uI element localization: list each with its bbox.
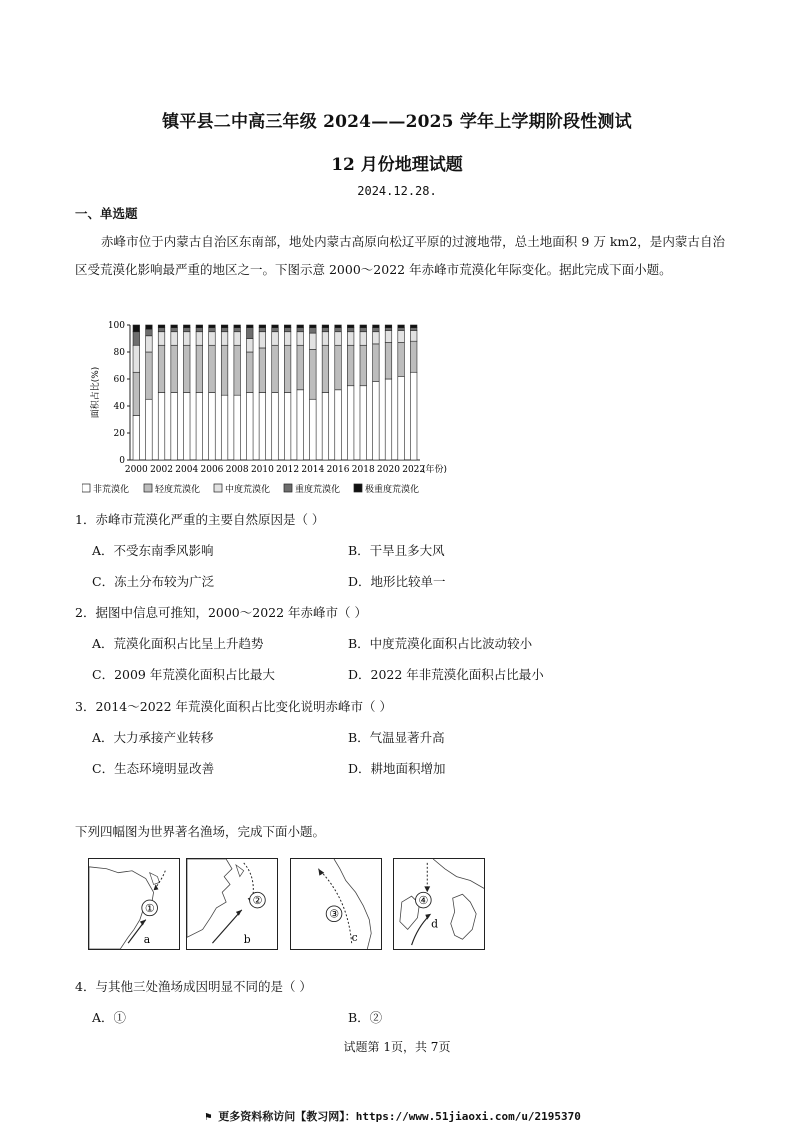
bar-segment [385, 328, 392, 331]
bar-segment [322, 345, 329, 392]
bar-segment [196, 393, 203, 461]
bar-segment [183, 393, 190, 461]
legend-label: 中度荒漠化 [225, 485, 271, 495]
legend-swatch [82, 484, 90, 492]
bar-segment [284, 345, 291, 392]
bar-segment [133, 345, 140, 372]
bar-segment [158, 325, 165, 328]
x-tick-label: 2022 [402, 465, 426, 475]
q4-option-a[interactable]: A．① [92, 1010, 127, 1025]
bar-segment [234, 328, 241, 332]
question-2-stem: 2．据图中信息可推知，2000～2022 年赤峰市（ ） [75, 605, 368, 620]
bar-segment [347, 328, 354, 332]
bar-segment [171, 332, 178, 346]
x-tick-label: 2020 [377, 465, 400, 475]
bar-segment [335, 345, 342, 390]
map-1-number: ① [144, 901, 155, 915]
bar-segment [373, 328, 380, 332]
fishery-map-2 [186, 858, 278, 950]
bar-segment [398, 376, 405, 460]
bar-segment [209, 328, 216, 332]
bar-segment [335, 332, 342, 346]
bar-segment [183, 328, 190, 332]
bar-segment [385, 379, 392, 460]
bar-segment [297, 325, 304, 328]
x-tick-label: 2012 [276, 465, 300, 475]
bar-segment [335, 328, 342, 332]
intro-paragraph-1: 赤峰市位于内蒙古自治区东南部，地处内蒙古高原向松辽平原的过渡地带，总土地面积 9 万 km2，是内蒙古自治区受荒漠化影响最严重的地区之一。下图示意 2000～2022 年赤峰市荒漠化年际变化。据此完成下面小题。 [75, 234, 725, 277]
bar-segment [234, 332, 241, 346]
bar-segment [347, 332, 354, 346]
flag-icon: ⚑ [205, 1110, 219, 1123]
bar-segment [259, 348, 266, 393]
map-4-number: ④ [418, 894, 429, 907]
bar-segment [385, 325, 392, 328]
bar-segment [196, 332, 203, 346]
bar-segment [146, 329, 153, 336]
x-tick-label: 2002 [150, 465, 173, 475]
q1-option-a[interactable]: A．不受东南季风影响 [92, 543, 214, 558]
resource-banner[interactable] [205, 1108, 581, 1124]
bar-segment [272, 328, 279, 332]
bar-segment [398, 325, 405, 328]
bar-segment [385, 330, 392, 342]
fishery-map-4 [393, 858, 485, 950]
legend-swatch [354, 484, 362, 492]
bar-segment [247, 328, 254, 339]
bar-segment [158, 393, 165, 461]
y-tick-label: 0 [119, 456, 125, 466]
fishery-map-3 [290, 858, 382, 950]
chart-plot-area [82, 321, 447, 495]
bar-segment [183, 325, 190, 328]
map-2-number: ② [252, 894, 263, 907]
bar-segment [259, 325, 266, 328]
bar-segment [259, 332, 266, 348]
x-axis-unit: (年份) [422, 465, 448, 475]
bar-segment [133, 325, 140, 332]
bar-segment [284, 328, 291, 332]
bar-segment [247, 325, 254, 328]
bar-segment [247, 393, 254, 461]
q1-option-d[interactable]: D．地形比较单一 [348, 574, 446, 589]
y-tick-label: 20 [113, 429, 125, 439]
bar-segment [221, 395, 228, 460]
bar-segment [171, 328, 178, 332]
bar-segment [247, 339, 254, 353]
bar-segment [373, 325, 380, 328]
legend-swatch [144, 484, 152, 492]
bar-segment [171, 325, 178, 328]
bar-segment [158, 332, 165, 346]
banner-text: 更多资料称访问【教习网】：https://www.51jiaoxi.com/u/2195370 [218, 1110, 581, 1123]
bar-segment [297, 390, 304, 460]
map-4-current: d [431, 917, 439, 931]
bar-segment [360, 325, 367, 328]
bar-segment [146, 399, 153, 460]
legend-swatch [214, 484, 222, 492]
bar-segment [310, 325, 317, 328]
q2-option-b[interactable]: B．中度荒漠化面积占比波动较小 [348, 636, 533, 651]
bar-segment [221, 325, 228, 328]
question-4-stem: 4．与其他三处渔场成因明显不同的是（ ） [75, 979, 312, 994]
section-heading: 一、单选题 [75, 206, 138, 221]
bar-segment [259, 328, 266, 332]
x-tick-label: 2018 [351, 465, 375, 475]
legend-swatch [284, 484, 292, 492]
x-tick-label: 2010 [250, 465, 274, 475]
bar-segment [360, 386, 367, 460]
bar-segment [398, 328, 405, 331]
q3-option-b[interactable]: B．气温显著升高 [348, 730, 445, 745]
q2-option-a[interactable]: A．荒漠化面积占比呈上升趋势 [92, 636, 264, 651]
q4-option-b[interactable]: B．② [348, 1010, 383, 1025]
bar-segment [347, 345, 354, 386]
x-tick-label: 2000 [124, 465, 148, 475]
bar-segment [322, 393, 329, 461]
bar-segment [310, 328, 317, 333]
bar-segment [310, 399, 317, 460]
bar-segment [209, 345, 216, 392]
bar-segment [284, 325, 291, 328]
page-title: 镇平县二中高三年级 2024——2025 学年上学期阶段性测试 [162, 112, 632, 132]
q2-option-c[interactable]: C．2009 年荒漠化面积占比最大 [92, 667, 275, 682]
q3-option-a[interactable]: A．大力承接产业转移 [92, 730, 214, 745]
bar-segment [373, 332, 380, 344]
bar-segment [221, 332, 228, 346]
bar-segment [196, 328, 203, 332]
y-tick-label: 80 [113, 348, 125, 358]
question-3-stem: 3．2014～2022 年荒漠化面积占比变化说明赤峰市（ ） [75, 699, 393, 714]
bar-segment [284, 393, 291, 461]
bar-segment [360, 328, 367, 332]
bar-segment [183, 345, 190, 392]
q2-option-d[interactable]: D．2022 年非荒漠化面积占比最小 [348, 667, 544, 682]
bar-segment [146, 325, 153, 329]
bar-segment [171, 393, 178, 461]
bar-segment [410, 372, 417, 460]
y-tick-label: 100 [107, 321, 125, 331]
x-tick-label: 2014 [301, 465, 325, 475]
map-1-current: a [143, 933, 151, 947]
bar-segment [360, 332, 367, 346]
bar-segment [347, 386, 354, 460]
bar-segment [335, 325, 342, 328]
bar-segment [221, 345, 228, 395]
q3-option-c[interactable]: C．生态环境明显改善 [92, 761, 215, 776]
x-tick-label: 2004 [175, 465, 199, 475]
bar-segment [398, 343, 405, 377]
bar-segment [158, 328, 165, 332]
bar-segment [133, 332, 140, 346]
page-subtitle: 12 月份地理试题 [331, 155, 463, 175]
bar-segment [310, 349, 317, 399]
bar-segment [183, 332, 190, 346]
q3-option-d[interactable]: D．耕地面积增加 [348, 761, 446, 776]
y-tick-label: 40 [113, 402, 125, 412]
bar-segment [284, 332, 291, 346]
page-footer: 试题第 1页，共 7页 [343, 1040, 451, 1054]
bar-segment [322, 328, 329, 332]
x-tick-label: 2008 [225, 465, 249, 475]
bar-segment [272, 325, 279, 328]
bar-segment [234, 345, 241, 395]
exam-date: 2024.12.28. [357, 184, 437, 198]
bar-segment [410, 328, 417, 331]
bar-segment [410, 341, 417, 372]
bar-segment [410, 330, 417, 341]
y-axis-label: 面积占比(%) [91, 366, 101, 419]
desertification-chart [82, 315, 472, 498]
bar-segment [373, 382, 380, 460]
y-tick-label: 60 [113, 375, 125, 385]
legend-label: 重度荒漠化 [295, 485, 341, 495]
bar-segment [209, 325, 216, 328]
bar-segment [373, 344, 380, 382]
bar-segment [196, 325, 203, 328]
bar-segment [171, 345, 178, 392]
bar-segment [297, 345, 304, 390]
intro-paragraph-2: 下列四幅图为世界著名渔场，完成下面小题。 [75, 824, 326, 839]
x-tick-label: 2016 [326, 465, 350, 475]
bar-segment [234, 325, 241, 328]
bar-segment [247, 352, 254, 393]
bar-segment [335, 390, 342, 460]
bar-segment [398, 330, 405, 342]
bar-segment [259, 393, 266, 461]
map-3-current: c [351, 931, 358, 945]
bar-segment [347, 325, 354, 328]
legend-label: 极重度荒漠化 [365, 485, 420, 495]
bar-segment [322, 325, 329, 328]
legend-label: 非荒漠化 [93, 485, 130, 495]
bar-segment [221, 328, 228, 332]
bar-segment [322, 332, 329, 346]
bar-segment [146, 336, 153, 352]
bar-segment [297, 332, 304, 346]
q1-option-b[interactable]: B．干旱且多大风 [348, 543, 445, 558]
x-tick-label: 2006 [200, 465, 224, 475]
bar-segment [209, 393, 216, 461]
bar-segment [209, 332, 216, 346]
bar-segment [297, 328, 304, 332]
bar-segment [272, 393, 279, 461]
bar-segment [146, 352, 153, 399]
bar-segment [234, 395, 241, 460]
bar-segment [410, 325, 417, 328]
bar-segment [133, 415, 140, 460]
bar-segment [158, 345, 165, 392]
bar-segment [310, 333, 317, 349]
question-1-stem: 1．赤峰市荒漠化严重的主要自然原因是（ ） [75, 512, 325, 527]
legend-label: 轻度荒漠化 [155, 485, 201, 495]
bar-segment [133, 372, 140, 415]
bar-segment [272, 332, 279, 346]
map-2-current: b [243, 933, 251, 947]
bar-segment [360, 345, 367, 386]
bar-segment [385, 343, 392, 379]
fishery-map-1 [88, 858, 180, 950]
bar-segment [196, 345, 203, 392]
map-3-number: ③ [329, 907, 339, 921]
q1-option-c[interactable]: C．冻土分布较为广泛 [92, 574, 215, 589]
bar-segment [272, 345, 279, 392]
